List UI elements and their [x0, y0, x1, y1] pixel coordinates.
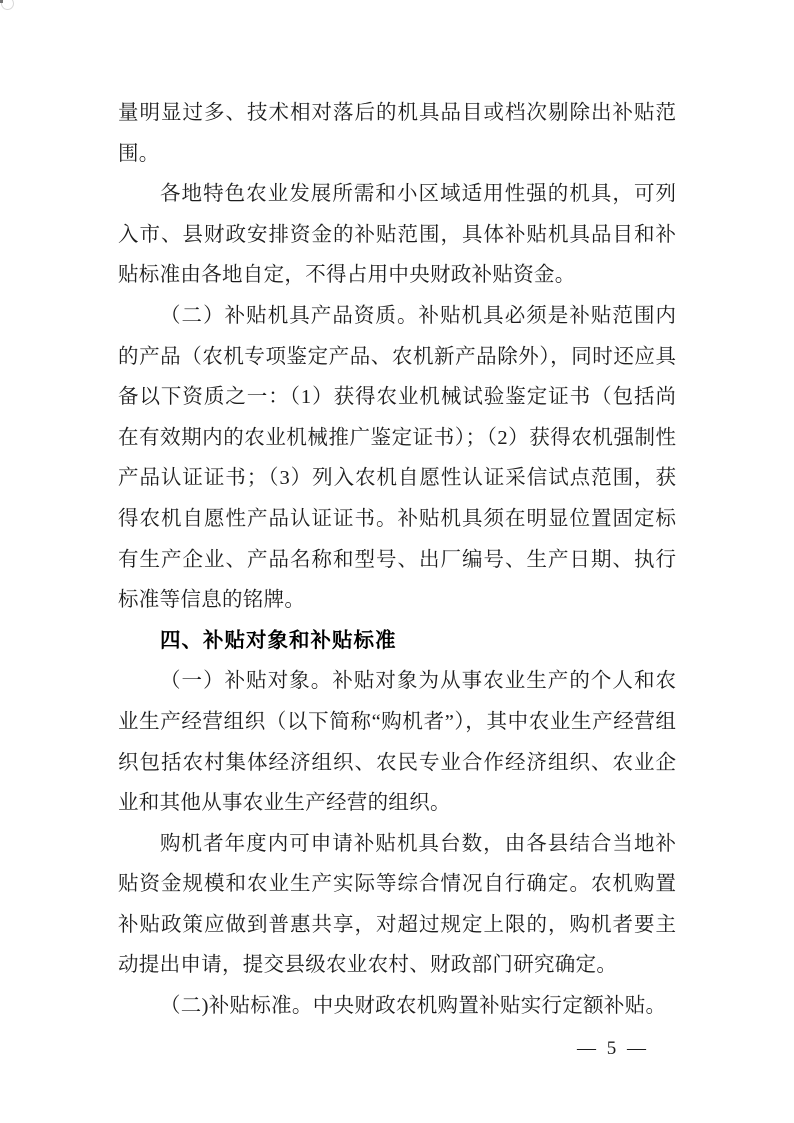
text-line: 产品认证证书；（3）列入农机自愿性认证采信试点范围，获: [118, 467, 676, 490]
text-line: （一）补贴对象。补贴对象为从事农业生产的个人和农: [160, 670, 676, 693]
text-line: 量明显过多、技术相对落后的机具品目或档次剔除出补贴范: [118, 102, 676, 124]
text-line: 有生产企业、产品名称和型号、出厂编号、生产日期、执行: [118, 548, 676, 571]
text-line: （二）补贴机具产品资质。补贴机具必须是补贴范围内: [160, 304, 676, 327]
text-line: （二)补贴标准。中央财政农机购置补贴实行定额补贴。: [160, 995, 667, 1018]
text-line: 贴标准由各地自定，不得占用中央财政补贴资金。: [118, 264, 576, 287]
text-line: 各地特色农业发展所需和小区域适用性强的机具，可列: [160, 183, 676, 206]
text-line: 的产品（农机专项鉴定产品、农机新产品除外），同时还应具: [118, 345, 676, 368]
text-line: 贴资金规模和农业生产实际等综合情况自行确定。农机购置: [118, 873, 676, 896]
text-line: 补贴政策应做到普惠共享，对超过规定上限的，购机者要主: [118, 913, 676, 936]
document-body: [118, 93, 676, 1027]
text-line: 在有效期内的农业机械推广鉴定证书）；（2）获得农机强制性: [118, 426, 676, 449]
text-line: 得农机自愿性产品认证证书。补贴机具须在明显位置固定标: [118, 507, 676, 530]
page-number: — 5 —: [577, 1038, 649, 1059]
text-line: 购机者年度内可申请补贴机具台数，由各县结合当地补: [160, 832, 676, 855]
scan-artifact-dot: [0, 0, 3, 3]
text-line: 围。: [118, 142, 160, 165]
section-heading-4: 四、补贴对象和补贴标准: [160, 628, 397, 652]
text-line: 业和其他从事农业生产经营的组织。: [118, 792, 451, 815]
text-line: 动提出申请，提交县级农业农村、财政部门研究确定。: [118, 954, 618, 977]
text-line: 备以下资质之一：（1）获得农业机械试验鉴定证书（包括尚: [118, 386, 676, 409]
text-line: 入市、县财政安排资金的补贴范围，具体补贴机具品目和补: [118, 223, 676, 246]
text-line: 业生产经营组织（以下简称“购机者”），其中农业生产经营组: [118, 710, 676, 733]
text-line: 标准等信息的铭牌。: [118, 589, 306, 612]
text-line: 织包括农村集体经济组织、农民专业合作经济组织、农业企: [118, 751, 676, 774]
